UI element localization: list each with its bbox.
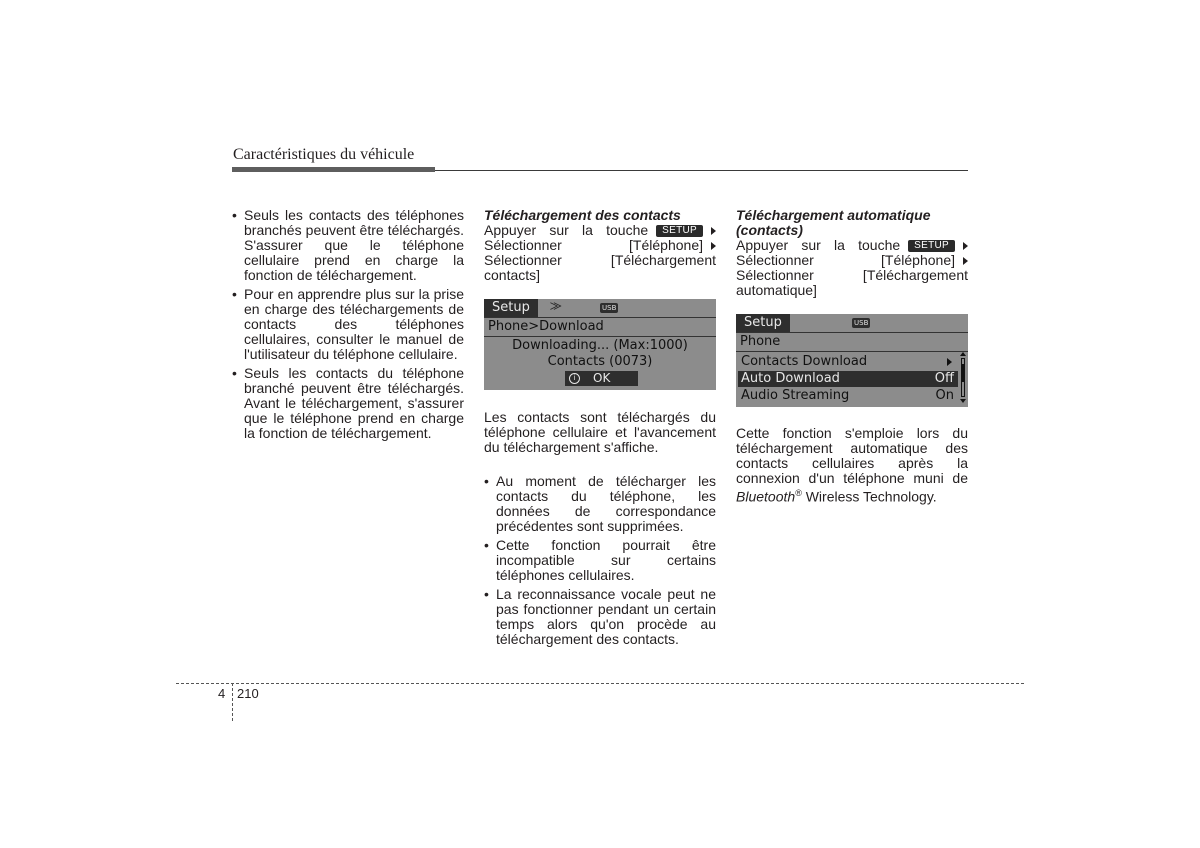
menu-item-label: Contacts Download <box>741 354 868 369</box>
column-1 <box>232 208 464 445</box>
instruction-text: automatique] <box>736 282 817 298</box>
list-item: • Pour en apprendre plus sur la prise en charge des téléchargements de contacts des téléphones cellulaires, consulter le manuel de l'utilisateur du téléphone cellulaire. <box>232 287 464 362</box>
scroll-thumb <box>961 364 965 382</box>
screen-divider <box>484 317 716 318</box>
menu-item-label: Audio Streaming <box>741 388 850 403</box>
instruction-text: Sélectionner [Téléchargement <box>484 252 716 268</box>
phone-settings-screen <box>736 314 968 407</box>
info-icon: i <box>569 373 580 384</box>
instruction-step <box>736 253 968 268</box>
bluetooth-brand: Bluetooth <box>736 488 796 505</box>
usb-icon: USB <box>602 304 617 312</box>
instruction-text: Appuyer sur la touche <box>736 237 901 253</box>
paragraph-text-end: Wireless Technology. <box>801 488 937 505</box>
screen-breadcrumb: Phone <box>740 334 781 349</box>
screen-divider <box>484 336 716 337</box>
instruction-text: Sélectionner [Téléphone] <box>484 237 703 253</box>
notes-list <box>232 208 464 441</box>
section-title-continued: (contacts) <box>736 222 803 238</box>
arrow-right-icon <box>963 257 968 265</box>
menu-item-value: On <box>935 388 954 403</box>
header-rule-thick <box>232 167 435 172</box>
column-3 <box>736 208 968 298</box>
footer-divider <box>176 683 1024 684</box>
instruction-step <box>484 223 716 238</box>
paragraph: Les contacts sont téléchargés du téléphone cellulaire et l'avancement du téléchargement s'affiche. <box>484 409 716 455</box>
notes-list <box>484 474 716 647</box>
instruction-text: contacts] <box>484 267 541 283</box>
list-item: • Cette fonction pourrait être incompatible sur certains téléphones cellulaires. <box>484 538 716 583</box>
screen-tab-setup: Setup <box>484 299 538 317</box>
column-3-body <box>736 426 968 505</box>
instruction-text: Sélectionner [Téléphone] <box>736 252 955 268</box>
column-2 <box>484 208 716 283</box>
menu-item-value: Off <box>934 371 954 386</box>
list-item: • Seuls les contacts des téléphones branchés peuvent être téléchargés. S'assurer que le téléphone cellulaire prend en charge la fonction de téléchargement. <box>232 208 464 283</box>
scrollbar[interactable] <box>960 352 966 403</box>
bluetooth-icon: ⨠ <box>550 301 562 312</box>
instruction-step <box>484 238 716 253</box>
scroll-down-icon <box>960 399 966 403</box>
instruction-text: Appuyer sur la touche <box>484 222 649 238</box>
page-number: 210 <box>237 686 259 701</box>
screen-breadcrumb: Phone>Download <box>488 319 604 334</box>
menu-item-auto-download[interactable] <box>738 371 958 387</box>
arrow-right-icon <box>711 227 716 235</box>
registered-mark: ® <box>795 488 802 498</box>
page-header-title: Caractéristiques du véhicule <box>233 146 415 163</box>
instruction-step <box>736 238 968 253</box>
setup-key-badge: SETUP <box>908 240 955 252</box>
paragraph-text: Cette fonction s'emploie lors du téléchargement automatique des contacts cellulaires après la connexion d'un téléphone muni de <box>736 425 968 486</box>
scroll-up-icon <box>960 352 966 356</box>
download-status: Downloading... (Max:1000) <box>512 338 688 353</box>
ok-label: OK <box>593 371 611 385</box>
list-item: • Seuls les contacts du téléphone branché peuvent être téléchargés. Avant le téléchargement, s'assurer que le téléphone prend en charge la fonction de téléchargement. <box>232 366 464 441</box>
screen-tab-setup: Setup <box>736 314 790 332</box>
contacts-count: Contacts (0073) <box>547 354 653 369</box>
footer-vertical-divider <box>232 683 233 721</box>
section-title: Téléchargement automatique <box>736 207 931 223</box>
chapter-number: 4 <box>218 686 226 701</box>
list-item: • Au moment de télécharger les contacts du téléphone, les données de correspondance précédentes sont supprimées. <box>484 474 716 534</box>
column-2-body <box>484 410 716 651</box>
paragraph <box>736 426 968 505</box>
setup-key-badge: SETUP <box>656 225 703 237</box>
arrow-right-icon <box>963 242 968 250</box>
list-item: • La reconnaissance vocale peut ne pas fonctionner pendant un certain temps alors qu'on procède au téléchargement des contacts. <box>484 587 716 647</box>
menu-item-contacts-download[interactable] <box>738 354 958 370</box>
instruction-text: Sélectionner [Téléchargement <box>736 267 968 283</box>
arrow-right-icon <box>711 242 716 250</box>
chevron-right-icon <box>947 358 952 366</box>
menu-item-label: Auto Download <box>741 371 840 386</box>
usb-icon: USB <box>854 319 869 327</box>
screen-divider <box>736 332 968 333</box>
download-screen <box>484 299 716 390</box>
header-rule-thin <box>435 170 968 171</box>
ok-button[interactable] <box>565 371 638 386</box>
screen-divider <box>736 351 968 352</box>
section-title: Téléchargement des contacts <box>484 207 681 223</box>
menu-item-audio-streaming[interactable] <box>738 388 958 404</box>
